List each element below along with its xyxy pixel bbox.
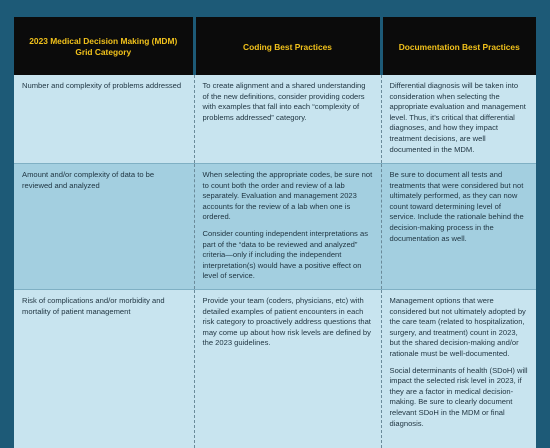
category-cell: Number and complexity of problems addressed: [14, 75, 194, 164]
coding-cell: [194, 290, 381, 448]
documentation-cell: [381, 75, 536, 164]
category-cell: Amount and/or complexity of data to be reviewed and analyzed: [14, 164, 194, 290]
documentation-paragraph: Differential diagnosis will be taken into consideration when selecting the appropriate evaluation and management level. Thus, it’s critical that differential diagnoses, and how they impact treatment decisions, are well documented in the MDM.: [390, 81, 529, 155]
table-frame: [5, 5, 545, 426]
header-row: [14, 17, 536, 75]
documentation-cell: [381, 290, 536, 448]
header-documentation-best-practices: Documentation Best Practices: [381, 17, 536, 75]
documentation-paragraph: Be sure to document all tests and treatments that were considered but not ultimately performed, as they can now count toward determining level of service. Include the rationale behind the decision-making process in the documentation as well.: [390, 170, 529, 244]
coding-cell: [194, 75, 381, 164]
coding-paragraph: Consider counting independent interpretations as part of the “data to be reviewed and analyzed” criteria—only if including the independent interpretation(s) would have a positive effect on level of service.: [203, 229, 373, 282]
header-coding-best-practices: Coding Best Practices: [194, 17, 381, 75]
table-row: [14, 164, 536, 290]
coding-paragraph: When selecting the appropriate codes, be sure not to count both the order and review of a lab separately. Evaluation and management 2023 accounts for the review of a lab when one is ordered.: [203, 170, 373, 223]
coding-cell: [194, 164, 381, 290]
header-mdm-category: 2023 Medical Decision Making (MDM) Grid Category: [14, 17, 194, 75]
coding-paragraph: Provide your team (coders, physicians, etc) with detailed examples of patient encounters in each risk category to proactively address questions that may come up about how risk levels are defined by the 2023 guidelines.: [203, 296, 373, 349]
category-cell: Risk of complications and/or morbidity and mortality of patient management: [14, 290, 194, 448]
table-row: [14, 75, 536, 164]
coding-paragraph: To create alignment and a shared understanding of the new definitions, consider providing coders with examples that fall into each “complexity of problems addressed” category.: [203, 81, 373, 123]
documentation-cell: [381, 164, 536, 290]
mdm-best-practices-table: [14, 17, 536, 448]
documentation-paragraph: Management options that were considered but not ultimately adopted by the care team (related to hospitalization, surgery, and treatment) count in 2023, but the shared decision-making and/or rationale must be well-documented.: [390, 296, 529, 360]
documentation-paragraph: Social determinants of health (SDoH) will impact the selected risk level in 2023, if they are a factor in medical decision-making. Be sure to clearly document relevant SDoH in the MDM or final diagnosis.: [390, 366, 529, 430]
table-row: [14, 290, 536, 448]
